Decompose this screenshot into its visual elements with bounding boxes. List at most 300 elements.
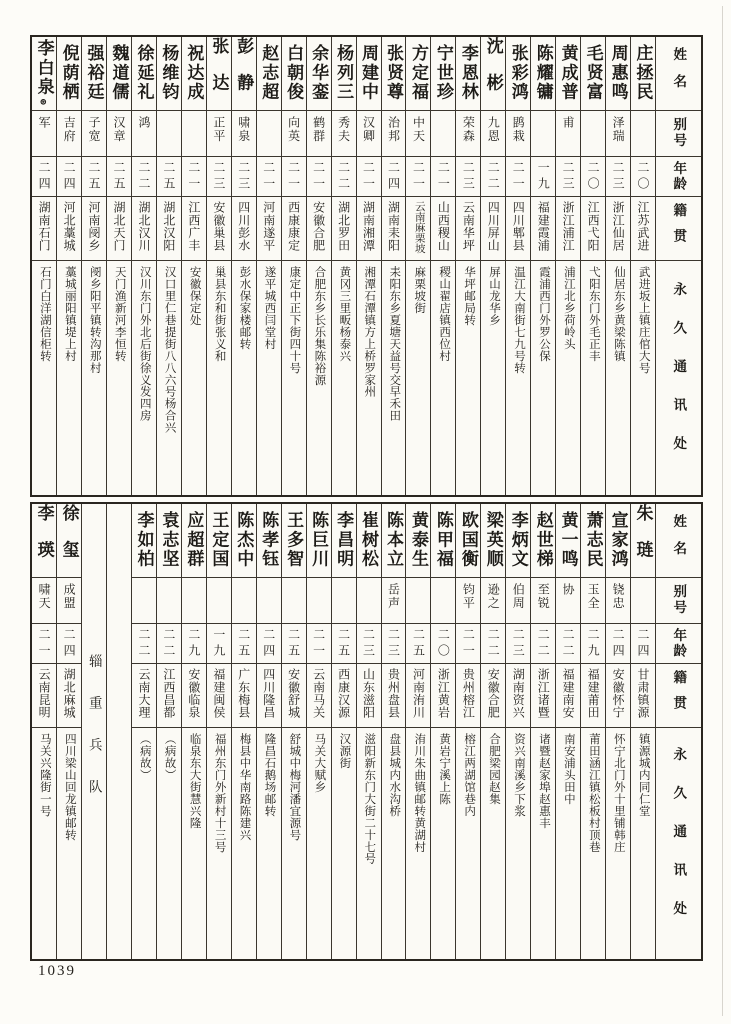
person-native-cell <box>107 197 131 261</box>
person-column <box>331 504 356 959</box>
person-address-cell <box>581 728 605 959</box>
person-address-cell <box>481 261 505 495</box>
person-native: 西康汉源 <box>336 668 351 719</box>
person-name: 黄泰生 <box>408 511 428 570</box>
person-native: 安徽巢县 <box>211 201 226 252</box>
person-alias: 岳声 <box>386 583 401 610</box>
scan-page-edge <box>722 6 723 1016</box>
person-alias-cell <box>431 578 455 624</box>
person-age: 二四 <box>37 160 52 193</box>
person-name-cell <box>581 504 605 578</box>
person-age: 二二 <box>161 627 176 660</box>
person-alias: 泽瑞 <box>611 116 626 143</box>
person-address: 温江大南街七九号转 <box>513 266 525 374</box>
person-address: （病故） <box>163 733 176 781</box>
person-age: 二三 <box>211 160 226 193</box>
person-name-cell <box>431 504 455 578</box>
person-alias: 玉全 <box>586 583 601 610</box>
person-native-cell <box>556 664 580 728</box>
header-cell-address <box>656 728 701 959</box>
person-name-cell <box>32 37 56 111</box>
person-age: 二五 <box>87 160 102 193</box>
person-name-cell <box>207 37 231 111</box>
person-age: 二一 <box>436 160 451 193</box>
person-column <box>131 504 156 959</box>
person-column <box>505 504 530 959</box>
person-age-cell <box>357 624 381 664</box>
person-name-cell <box>257 37 281 111</box>
person-name: 周建中 <box>359 44 379 103</box>
person-alias-cell <box>406 578 430 624</box>
person-native-cell <box>307 664 331 728</box>
person-address-cell <box>107 261 131 495</box>
person-address-cell <box>531 261 555 495</box>
person-native-cell <box>357 664 381 728</box>
header-label-name: 姓名 <box>671 46 687 101</box>
person-address-cell <box>207 261 231 495</box>
person-name: 梁英顺 <box>483 511 503 570</box>
person-alias-cell <box>82 111 106 157</box>
person-name: 张彩鸿 <box>508 44 528 103</box>
person-column <box>56 504 81 959</box>
person-alias: 鸿 <box>136 116 151 130</box>
person-name: 赵世梯 <box>533 511 553 570</box>
person-alias-cell <box>506 578 530 624</box>
person-native-cell <box>406 664 430 728</box>
person-alias-cell <box>382 578 406 624</box>
person-age-cell <box>506 157 530 197</box>
person-native-cell <box>332 664 356 728</box>
person-native-cell <box>157 197 181 261</box>
header-cell-native <box>656 197 701 261</box>
person-name-cell <box>157 37 181 111</box>
person-address: 合肥东乡长乐集陈裕源 <box>313 266 326 386</box>
person-name: 袁志坚 <box>159 511 179 570</box>
person-address-cell <box>232 728 256 959</box>
person-alias-cell <box>606 111 630 157</box>
person-name: 沈彬 <box>483 37 503 111</box>
person-alias-cell <box>232 111 256 157</box>
person-alias-cell <box>132 111 156 157</box>
person-native-cell <box>581 664 605 728</box>
person-native: 安徽临泉 <box>186 668 201 719</box>
person-alias-cell <box>307 111 331 157</box>
header-cell-native <box>656 664 701 728</box>
person-name-cell <box>631 504 655 578</box>
person-alias: 汉章 <box>112 116 126 143</box>
person-address: 遂平城西闫堂村 <box>263 266 276 350</box>
person-address: 盘县城内水沟桥 <box>388 733 401 817</box>
person-address: 稷山翟店镇西位村 <box>438 266 451 362</box>
person-native: 河北藁城 <box>62 201 77 252</box>
person-age-cell <box>631 157 655 197</box>
person-name: 陈甲福 <box>433 511 453 570</box>
person-name-cell <box>382 37 406 111</box>
unit-divider-column <box>81 504 106 959</box>
person-alias: 铙忠 <box>611 583 626 610</box>
person-age-cell <box>182 157 206 197</box>
person-name-cell <box>631 37 655 111</box>
person-native: 浙江浦江 <box>561 201 576 252</box>
person-name: 陈巨川 <box>309 511 329 570</box>
person-age-cell <box>431 624 455 664</box>
person-address: 马关兴隆街一号 <box>38 733 51 817</box>
person-native-cell <box>157 664 181 728</box>
person-native-cell <box>207 197 231 261</box>
person-alias-cell <box>332 111 356 157</box>
person-name-cell <box>481 37 505 111</box>
person-name-cell <box>107 37 131 111</box>
header-label-address: 永久通讯处 <box>671 281 687 475</box>
person-age-cell <box>581 624 605 664</box>
person-native: 西康康定 <box>286 201 301 252</box>
person-column <box>156 504 181 959</box>
person-native: 浙江诸暨 <box>536 668 551 719</box>
person-native: 河南遂平 <box>261 201 276 252</box>
person-column <box>206 504 231 959</box>
person-age: 二三 <box>511 627 526 660</box>
person-address-cell <box>382 728 406 959</box>
person-age: 二五 <box>161 160 176 193</box>
person-name: 杨维钧 <box>159 44 179 103</box>
person-address-cell <box>357 728 381 959</box>
person-alias: 子宽 <box>87 116 102 143</box>
person-name-cell <box>257 504 281 578</box>
person-native-cell <box>207 664 231 728</box>
person-native: 湖南石门 <box>37 201 52 252</box>
person-address: 康定中正下街四十号 <box>288 266 301 374</box>
person-column <box>580 504 605 959</box>
person-column <box>32 37 56 495</box>
person-name-cell <box>506 504 530 578</box>
unit-label: 辎重兵队 <box>86 654 102 822</box>
person-alias-cell <box>456 111 480 157</box>
person-name: 李炳文 <box>508 511 528 570</box>
person-name: 杨列三 <box>334 44 354 103</box>
person-native-cell <box>357 197 381 261</box>
person-native: 湖北麻城 <box>62 668 77 719</box>
person-alias: 鹍栽 <box>511 116 526 143</box>
person-native: 云南大理 <box>136 668 151 719</box>
person-age: 二二 <box>561 627 576 660</box>
person-age-cell <box>232 157 256 197</box>
person-native-cell <box>57 664 81 728</box>
person-native-cell <box>531 197 555 261</box>
person-address-cell <box>157 728 181 959</box>
person-native: 安徽舒城 <box>286 668 301 719</box>
person-age: 二一 <box>186 160 201 193</box>
person-age-cell <box>456 157 480 197</box>
person-name: 张达 <box>209 37 229 111</box>
person-age: 二五 <box>411 627 426 660</box>
person-native: 四川隆昌 <box>261 668 276 719</box>
header-cell-age <box>656 624 701 664</box>
person-alias-cell <box>631 578 655 624</box>
person-name-cell <box>57 37 81 111</box>
person-alias-cell <box>32 578 56 624</box>
person-address: 安徽保定处 <box>188 266 201 326</box>
person-age-cell <box>182 624 206 664</box>
page-number: 1039 <box>38 963 76 979</box>
person-address-cell <box>506 728 530 959</box>
person-native-cell <box>506 197 530 261</box>
person-column <box>430 37 455 495</box>
header-column <box>655 37 701 495</box>
person-alias-cell <box>606 578 630 624</box>
person-name-cell <box>307 37 331 111</box>
person-native: 云南华坪 <box>461 201 476 252</box>
person-name: 李恩林 <box>458 44 478 103</box>
header-label-native: 籍贯 <box>671 669 687 722</box>
person-age: 二三 <box>561 160 576 193</box>
person-name: 李如柏 <box>134 511 154 570</box>
header-cell-age <box>656 157 701 197</box>
person-native: 福建南安 <box>561 668 576 719</box>
person-address-cell <box>606 261 630 495</box>
person-address: 四川梁山回龙镇邮转 <box>63 733 76 841</box>
person-age: 二五 <box>286 627 301 660</box>
person-name: 周惠鸣 <box>608 44 628 103</box>
person-column <box>231 504 256 959</box>
person-native: 湖南资兴 <box>511 668 526 719</box>
person-native: 福建莆田 <box>586 668 601 719</box>
spacer-column <box>106 504 131 959</box>
person-age-cell <box>157 157 181 197</box>
person-age-cell <box>307 624 331 664</box>
header-label-alias: 别号 <box>671 584 687 617</box>
person-age-cell <box>257 157 281 197</box>
person-column <box>555 504 580 959</box>
person-address: 镇源城内同仁堂 <box>637 733 650 817</box>
person-name-cell <box>556 504 580 578</box>
person-age-cell <box>32 624 56 664</box>
person-age: 二二 <box>136 160 151 193</box>
person-age-cell <box>581 157 605 197</box>
person-address: 弋阳东门外毛正丰 <box>587 266 600 362</box>
person-address: 武进坂上镇庄倌大号 <box>637 266 650 374</box>
person-name: 陈杰中 <box>234 511 254 570</box>
person-address-cell <box>406 728 430 959</box>
person-name-cell <box>606 37 630 111</box>
person-address: 南安浦头田中 <box>562 733 575 805</box>
header-cell-alias <box>656 111 701 157</box>
person-column <box>306 37 331 495</box>
person-address-cell <box>431 261 455 495</box>
person-age: 二二 <box>536 627 551 660</box>
person-address: 阌乡阳平镇转沟那村 <box>88 266 101 374</box>
person-alias-cell <box>332 578 356 624</box>
person-address-cell <box>182 261 206 495</box>
person-address: 湘潭石潭镇方上桥罗家州 <box>363 266 376 398</box>
person-alias: 中天 <box>411 116 426 143</box>
person-alias: 吉府 <box>62 116 77 143</box>
person-name: 徐玺 <box>59 504 79 578</box>
person-age-cell <box>32 157 56 197</box>
person-native: 四川屏山 <box>486 201 501 252</box>
person-age-cell <box>506 624 530 664</box>
person-alias-cell <box>481 578 505 624</box>
person-native-cell <box>406 197 430 261</box>
person-alias: 鹤群 <box>311 116 326 143</box>
person-age: 二二 <box>136 627 151 660</box>
person-alias: 九恩 <box>486 116 501 143</box>
person-native: 福建霞浦 <box>536 201 551 252</box>
person-age-cell <box>132 624 156 664</box>
person-column <box>630 37 655 495</box>
person-address-cell <box>406 261 430 495</box>
person-age: 二〇 <box>436 627 451 660</box>
person-native: 湖南耒阳 <box>386 201 401 252</box>
person-column <box>505 37 530 495</box>
person-native: 安徽怀宁 <box>611 668 626 719</box>
person-alias-cell <box>506 111 530 157</box>
person-address: 合肥梁园赵集 <box>488 733 501 805</box>
person-address-cell <box>132 728 156 959</box>
person-age-cell <box>531 624 555 664</box>
person-address-cell <box>531 728 555 959</box>
person-alias-cell <box>581 111 605 157</box>
person-name-cell <box>332 504 356 578</box>
header-label-address: 永久通讯处 <box>671 747 687 940</box>
person-native: 四川郫县 <box>511 201 526 252</box>
person-address: 莆田涵江镇松板村顶巷 <box>587 733 600 853</box>
person-column <box>281 504 306 959</box>
person-address: 黄冈三里畈杨泰兴 <box>338 266 351 362</box>
person-alias-cell <box>307 578 331 624</box>
person-age-cell <box>282 157 306 197</box>
person-native-cell <box>456 664 480 728</box>
person-name-cell <box>132 504 156 578</box>
person-alias-cell <box>182 578 206 624</box>
person-alias-cell <box>556 111 580 157</box>
person-column <box>530 37 555 495</box>
person-alias: 向英 <box>286 116 301 143</box>
person-alias-cell <box>531 578 555 624</box>
person-native: 湖南湘潭 <box>361 201 376 252</box>
person-age-cell <box>606 157 630 197</box>
person-name: 李瑛 <box>34 504 54 578</box>
person-age-cell <box>606 624 630 664</box>
person-age: 二五 <box>112 160 126 193</box>
person-alias-cell <box>406 111 430 157</box>
person-native-cell <box>32 664 56 728</box>
person-native: 贵州盘县 <box>386 668 401 719</box>
header-column <box>655 504 701 959</box>
header-label-age: 年龄 <box>671 627 687 660</box>
person-name: 萧志民 <box>583 511 603 570</box>
person-address: 舒城中梅河潘宜源号 <box>288 733 301 841</box>
person-address-cell <box>431 728 455 959</box>
person-age: 二二 <box>486 627 501 660</box>
person-column <box>455 504 480 959</box>
person-address-cell <box>332 261 356 495</box>
person-age: 二一 <box>261 160 276 193</box>
person-age-cell <box>531 157 555 197</box>
person-address-cell <box>57 728 81 959</box>
person-address-cell <box>282 728 306 959</box>
person-alias-cell <box>581 578 605 624</box>
person-age: 二四 <box>62 160 77 193</box>
person-name: 王多智 <box>284 511 304 570</box>
person-address-cell <box>257 261 281 495</box>
person-name-cell <box>357 37 381 111</box>
person-alias-cell <box>481 111 505 157</box>
person-address-cell <box>332 728 356 959</box>
person-age: 二五 <box>336 627 351 660</box>
person-column <box>306 504 331 959</box>
person-address: 汉川东门外北后街徐义发四房 <box>138 266 151 422</box>
person-address: 华坪邮局转 <box>463 266 476 326</box>
person-alias: 荣森 <box>461 116 476 143</box>
person-native-cell <box>282 197 306 261</box>
person-native-cell <box>456 197 480 261</box>
person-native-cell <box>382 664 406 728</box>
person-native-cell <box>631 197 655 261</box>
person-name: 彭静 <box>234 37 254 111</box>
person-address-cell <box>257 728 281 959</box>
person-age-cell <box>382 157 406 197</box>
person-name-cell <box>531 504 555 578</box>
person-alias: 军 <box>37 116 52 130</box>
person-native-cell <box>182 664 206 728</box>
person-name: 黄一鸣 <box>558 511 578 570</box>
person-age: 二四 <box>611 627 626 660</box>
person-column <box>381 37 406 495</box>
person-age: 二四 <box>386 160 401 193</box>
person-address-cell <box>207 728 231 959</box>
name-note-mark: ⊛ <box>38 97 49 108</box>
person-column <box>356 37 381 495</box>
person-name: 宁世珍 <box>433 44 453 103</box>
person-name-cell <box>57 504 81 578</box>
person-native: 湖北天门 <box>112 201 126 252</box>
person-age-cell <box>107 157 131 197</box>
person-native-cell <box>232 664 256 728</box>
person-address: 藁城丽阳镇堤上村 <box>63 266 76 362</box>
person-alias-cell <box>456 578 480 624</box>
person-age-cell <box>232 624 256 664</box>
person-name-cell <box>357 504 381 578</box>
person-name: 李昌明 <box>334 511 354 570</box>
person-address-cell <box>481 728 505 959</box>
person-name: 陈本立 <box>383 511 403 570</box>
person-address: 滋阳新东门大街二十七号 <box>363 733 376 865</box>
person-address-cell <box>32 261 56 495</box>
person-address-cell <box>581 261 605 495</box>
person-age-cell <box>556 624 580 664</box>
person-alias-cell <box>257 578 281 624</box>
person-alias-cell <box>357 578 381 624</box>
person-column <box>605 37 630 495</box>
person-name-cell <box>32 504 56 578</box>
person-alias: 钧平 <box>461 583 476 610</box>
person-name: 余华銮 <box>309 44 329 103</box>
person-age: 二二 <box>336 160 351 193</box>
header-label-name: 姓名 <box>671 513 687 568</box>
person-name: 朱琏 <box>633 504 653 578</box>
person-age-cell <box>257 624 281 664</box>
person-alias: 甫 <box>561 116 576 130</box>
person-age: 二一 <box>37 627 52 660</box>
person-age: 二三 <box>236 160 251 193</box>
person-native: 江西昌都 <box>161 668 176 719</box>
person-native: 山东滋阳 <box>361 668 376 719</box>
person-name: 崔树松 <box>359 511 379 570</box>
person-column <box>480 37 505 495</box>
person-age-cell <box>332 624 356 664</box>
person-alias: 啸天 <box>37 583 52 610</box>
person-column <box>630 504 655 959</box>
